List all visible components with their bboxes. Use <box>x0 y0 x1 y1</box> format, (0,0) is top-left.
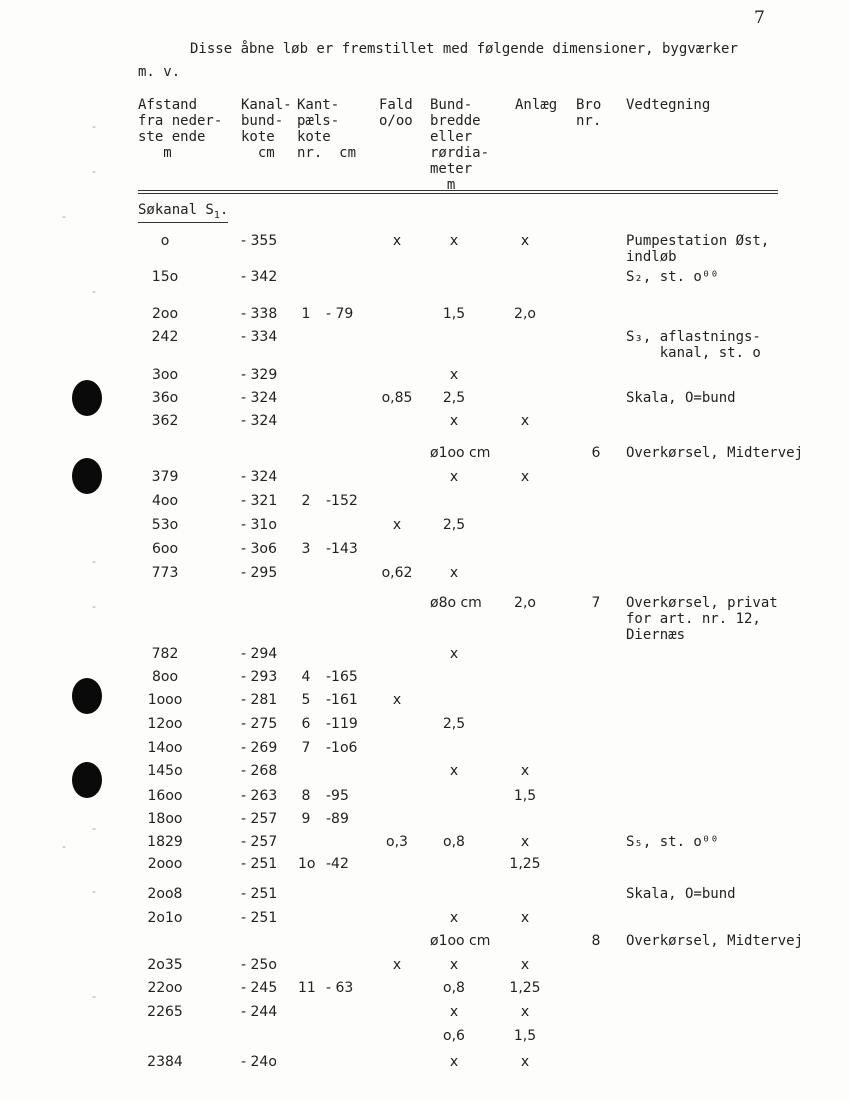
kantpael-cm-cell: -165 <box>326 669 358 685</box>
distance-cell: 6oo <box>151 541 179 557</box>
distance-cell: 1ooo <box>147 692 183 708</box>
bundbredde-cell: x <box>449 233 459 249</box>
kanalbund-kote-cell: - 257 <box>241 811 278 827</box>
bundbredde-cell: x <box>449 469 459 485</box>
distance-cell: 8oo <box>151 669 179 685</box>
kanalbund-kote-cell: - 263 <box>241 788 278 804</box>
vedtegning-cell: S₅, st. o⁰⁰ <box>626 834 719 850</box>
fald-cell: o,62 <box>381 565 413 581</box>
distance-cell: 36o <box>151 390 179 406</box>
table-row <box>0 716 850 736</box>
bundbredde-cell: ø8o cm <box>430 595 482 611</box>
bro-nr-cell: 7 <box>591 595 601 611</box>
anlaeg-cell: x <box>520 834 530 850</box>
fald-cell: o,85 <box>381 390 413 406</box>
header-vedtegning: Vedtegning <box>626 97 711 113</box>
margin-speck: - <box>92 990 96 1003</box>
kanalbund-kote-cell: - 294 <box>241 646 278 662</box>
kanalbund-kote-cell: - 281 <box>241 692 278 708</box>
table-row <box>0 1028 850 1048</box>
distance-cell: 2oo <box>151 306 179 322</box>
anlaeg-cell: x <box>520 233 530 249</box>
distance-cell: 12oo <box>147 716 183 732</box>
table-row <box>0 233 850 265</box>
anlaeg-cell: 1,25 <box>509 856 541 872</box>
distance-cell: 362 <box>151 413 179 429</box>
table-row <box>0 1004 850 1024</box>
kanalbund-kote-cell: - 321 <box>241 493 278 509</box>
punch-hole-4 <box>72 762 102 798</box>
fald-cell: x <box>392 692 402 708</box>
table-row <box>0 669 850 689</box>
fald-cell: o,3 <box>386 834 408 850</box>
fald-cell: x <box>392 233 402 249</box>
distance-cell: 18oo <box>147 811 183 827</box>
anlaeg-cell: x <box>520 469 530 485</box>
anlaeg-cell: 1,5 <box>513 1028 537 1044</box>
bundbredde-cell: 1,5 <box>442 306 466 322</box>
kanalbund-kote-cell: - 329 <box>241 367 278 383</box>
table-row <box>0 445 850 465</box>
kanalbund-kote-cell: - 3o6 <box>241 541 277 557</box>
anlaeg-cell: x <box>520 1004 530 1020</box>
table-row <box>0 469 850 489</box>
bundbredde-cell: o,8 <box>443 834 465 850</box>
anlaeg-cell: x <box>520 763 530 779</box>
table-row <box>0 413 850 433</box>
kanalbund-kote-cell: - 251 <box>241 910 278 926</box>
section-title <box>138 202 228 223</box>
margin-speck: - <box>62 840 66 853</box>
table-row <box>0 856 850 876</box>
kanalbund-kote-cell: - 269 <box>241 740 278 756</box>
table-row <box>0 390 850 410</box>
distance-cell: 15o <box>151 269 179 285</box>
anlaeg-cell: 1,5 <box>513 788 537 804</box>
header-bundbredde: Bund- bredde eller rørdia- meter m <box>430 97 490 193</box>
header-rule-bottom <box>138 193 778 194</box>
distance-cell: 2o35 <box>147 957 183 973</box>
bundbredde-cell: x <box>449 1054 459 1070</box>
kantpael-cm-cell: -161 <box>326 692 358 708</box>
bundbredde-cell: x <box>449 413 459 429</box>
anlaeg-cell: 1,25 <box>509 980 541 996</box>
bundbredde-cell: x <box>449 910 459 926</box>
distance-cell: 22oo <box>147 980 183 996</box>
section-title-suffix: . <box>219 202 229 218</box>
bro-nr-cell: 6 <box>591 445 601 461</box>
intro-line-2: m. v. <box>138 64 181 80</box>
kanalbund-kote-cell: - 355 <box>241 233 278 249</box>
vedtegning-cell: Overkørsel, privat for art. nr. 12, Diernæs <box>626 595 778 643</box>
anlaeg-cell: x <box>520 957 530 973</box>
header-anlaeg: Anlæg <box>515 97 558 113</box>
table-row <box>0 565 850 585</box>
distance-cell: 2o1o <box>147 910 183 926</box>
bundbredde-cell: 2,5 <box>442 517 466 533</box>
table-row <box>0 834 850 854</box>
header-afstand: Afstand fra neder- ste ende m <box>138 97 223 161</box>
bundbredde-cell: 2,5 <box>442 390 466 406</box>
table-row <box>0 493 850 513</box>
kantpael-nr-cell: 6 <box>301 716 311 732</box>
kanalbund-kote-cell: - 244 <box>241 1004 278 1020</box>
anlaeg-cell: 2,o <box>514 306 536 322</box>
kanalbund-kote-cell: - 245 <box>241 980 278 996</box>
header-kantpaelskote: Kant- pæls- kote nr. cm <box>297 97 357 161</box>
kanalbund-kote-cell: - 334 <box>241 329 278 345</box>
table-row <box>0 329 850 361</box>
table-row <box>0 933 850 953</box>
bundbredde-cell: ø1oo cm <box>430 933 491 949</box>
distance-cell: 4oo <box>151 493 179 509</box>
kanalbund-kote-cell: - 25o <box>241 957 277 973</box>
kantpael-nr-cell: 2 <box>301 493 311 509</box>
bundbredde-cell: x <box>449 1004 459 1020</box>
table-row <box>0 788 850 808</box>
page-number: 7 <box>754 8 765 28</box>
table-row <box>0 517 850 537</box>
kanalbund-kote-cell: - 338 <box>241 306 278 322</box>
distance-cell: 53o <box>151 517 179 533</box>
kantpael-cm-cell: -89 <box>326 811 349 827</box>
kantpael-cm-cell: - 63 <box>326 980 354 996</box>
distance-cell: 2oo8 <box>147 886 183 902</box>
kanalbund-kote-cell: - 251 <box>241 886 278 902</box>
table-row <box>0 1054 850 1074</box>
table-row <box>0 763 850 783</box>
punch-hole-1 <box>72 380 102 416</box>
margin-speck: - <box>92 120 96 133</box>
kanalbund-kote-cell: - 324 <box>241 469 278 485</box>
kantpael-cm-cell: -95 <box>326 788 349 804</box>
margin-speck: - <box>92 885 96 898</box>
bundbredde-cell: x <box>449 763 459 779</box>
kanalbund-kote-cell: - 275 <box>241 716 278 732</box>
table-row <box>0 692 850 712</box>
fald-cell: x <box>392 517 402 533</box>
table-row <box>0 910 850 930</box>
table-row <box>0 306 850 326</box>
bundbredde-cell: o,6 <box>443 1028 465 1044</box>
kanalbund-kote-cell: - 257 <box>241 834 278 850</box>
header-rule-top <box>138 190 778 191</box>
table-row <box>0 957 850 977</box>
anlaeg-cell: x <box>520 1054 530 1070</box>
kantpael-nr-cell: 9 <box>301 811 311 827</box>
punch-hole-3 <box>72 678 102 714</box>
table-row <box>0 269 850 289</box>
vedtegning-cell: Skala, O=bund <box>626 390 736 406</box>
anlaeg-cell: x <box>520 413 530 429</box>
distance-cell: 2ooo <box>147 856 183 872</box>
distance-cell: 379 <box>151 469 179 485</box>
margin-speck: - <box>92 555 96 568</box>
margin-speck: - <box>92 165 96 178</box>
kantpael-nr-cell: 1 <box>301 306 311 322</box>
table-row <box>0 886 850 906</box>
fald-cell: x <box>392 957 402 973</box>
kantpael-cm-cell: -1o6 <box>326 740 358 756</box>
anlaeg-cell: 2,o <box>514 595 536 611</box>
margin-speck: - <box>92 822 96 835</box>
kanalbund-kote-cell: - 293 <box>241 669 278 685</box>
margin-speck: - <box>92 600 96 613</box>
kanalbund-kote-cell: - 31o <box>241 517 277 533</box>
kanalbund-kote-cell: - 251 <box>241 856 278 872</box>
table-row <box>0 811 850 831</box>
distance-cell: 145o <box>147 763 183 779</box>
kanalbund-kote-cell: - 324 <box>241 390 278 406</box>
distance-cell: 782 <box>151 646 179 662</box>
kantpael-cm-cell: -143 <box>326 541 358 557</box>
kantpael-nr-cell: 8 <box>301 788 311 804</box>
header-kanalbundkote: Kanal- bund- kote cm <box>241 97 292 161</box>
kanalbund-kote-cell: - 268 <box>241 763 278 779</box>
bundbredde-cell: o,8 <box>443 980 465 996</box>
table-row <box>0 541 850 561</box>
kanalbund-kote-cell: - 324 <box>241 413 278 429</box>
distance-cell: 14oo <box>147 740 183 756</box>
section-title-text: Søkanal S <box>138 202 214 218</box>
kantpael-cm-cell: - 79 <box>326 306 354 322</box>
table-row <box>0 367 850 387</box>
bundbredde-cell: ø1oo cm <box>430 445 491 461</box>
distance-cell: 16oo <box>147 788 183 804</box>
bundbredde-cell: x <box>449 957 459 973</box>
vedtegning-cell: S₃, aflastnings- kanal, st. o <box>626 329 761 361</box>
table-row <box>0 646 850 666</box>
kantpael-nr-cell: 3 <box>301 541 311 557</box>
table-row <box>0 595 850 643</box>
kantpael-nr-cell: 5 <box>301 692 311 708</box>
table-row <box>0 740 850 760</box>
punch-hole-2 <box>72 458 102 494</box>
vedtegning-cell: Pumpestation Øst, indløb <box>626 233 770 265</box>
distance-cell: 2384 <box>147 1054 183 1070</box>
kanalbund-kote-cell: - 342 <box>241 269 278 285</box>
vedtegning-cell: Overkørsel, Midtervej <box>626 445 804 461</box>
kantpael-nr-cell: 1o <box>298 856 316 872</box>
kantpael-nr-cell: 11 <box>298 980 316 996</box>
section-title-subscript: 1 <box>213 209 220 221</box>
anlaeg-cell: x <box>520 910 530 926</box>
kanalbund-kote-cell: - 295 <box>241 565 278 581</box>
distance-cell: 1829 <box>147 834 183 850</box>
kantpael-cm-cell: -119 <box>326 716 358 732</box>
bundbredde-cell: 2,5 <box>442 716 466 732</box>
kantpael-cm-cell: -42 <box>326 856 349 872</box>
margin-speck: - <box>92 285 96 298</box>
distance-cell: o <box>160 233 170 249</box>
kantpael-nr-cell: 4 <box>301 669 311 685</box>
distance-cell: 773 <box>151 565 179 581</box>
header-bro: Bro nr. <box>576 97 602 129</box>
vedtegning-cell: Overkørsel, Midtervej <box>626 933 804 949</box>
table-row <box>0 980 850 1000</box>
margin-speck: - <box>62 210 66 223</box>
intro-line-1: Disse åbne løb er fremstillet med følgende dimensioner, bygværker <box>190 41 738 57</box>
bundbredde-cell: x <box>449 367 459 383</box>
kanalbund-kote-cell: - 24o <box>241 1054 277 1070</box>
bro-nr-cell: 8 <box>591 933 601 949</box>
header-fald: Fald o/oo <box>379 97 413 129</box>
bundbredde-cell: x <box>449 646 459 662</box>
kantpael-nr-cell: 7 <box>301 740 311 756</box>
bundbredde-cell: x <box>449 565 459 581</box>
distance-cell: 3oo <box>151 367 179 383</box>
distance-cell: 242 <box>151 329 179 345</box>
distance-cell: 2265 <box>147 1004 183 1020</box>
kantpael-cm-cell: -152 <box>326 493 358 509</box>
vedtegning-cell: S₂, st. o⁰⁰ <box>626 269 719 285</box>
vedtegning-cell: Skala, O=bund <box>626 886 736 902</box>
